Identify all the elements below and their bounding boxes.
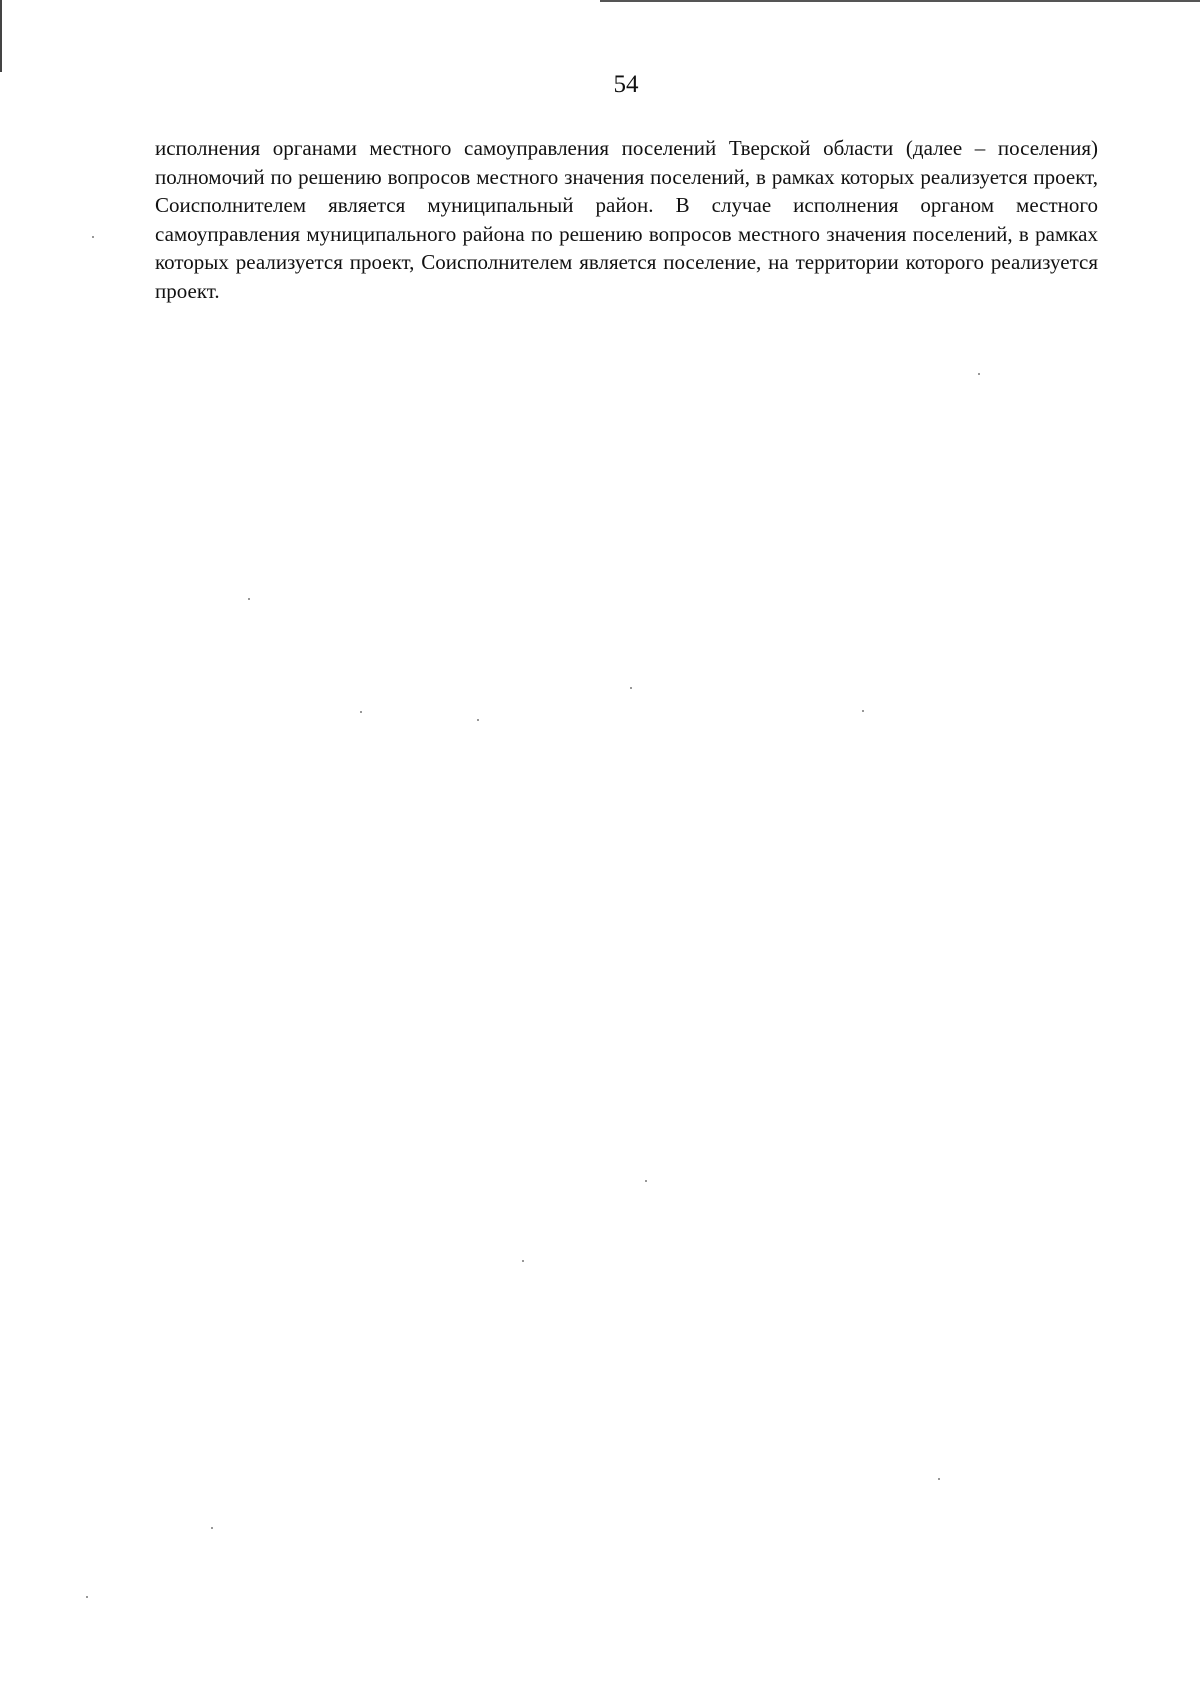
page-number: 54 (613, 71, 639, 98)
scan-speck (248, 598, 250, 600)
body-paragraph: исполнения органами местного самоуправления поселений Тверской области (далее – поселения) полномочий по решению вопросов местного значения поселений, в рамках которых реализуется проект, Соисполнителем является муниципальный район. В случае исполнения органом местного самоуправления муниципального района по решению вопросов местного значения поселений, в рамках которых реализуется проект, Соисполнителем является поселение, на территории которого реализуется проект. (155, 136, 1098, 303)
scan-speck (645, 1180, 647, 1182)
scan-speck (211, 1527, 213, 1529)
scan-speck (360, 711, 362, 713)
scan-speck (92, 236, 94, 238)
scan-speck (938, 1478, 940, 1480)
scan-speck (477, 719, 479, 721)
scan-speck (86, 1596, 88, 1598)
scan-speck (630, 687, 632, 689)
scan-speck (862, 710, 864, 712)
scan-speck (522, 1260, 524, 1262)
scan-speck (978, 373, 980, 375)
scan-border-top (600, 0, 1200, 2)
scan-border-left (0, 0, 2, 72)
